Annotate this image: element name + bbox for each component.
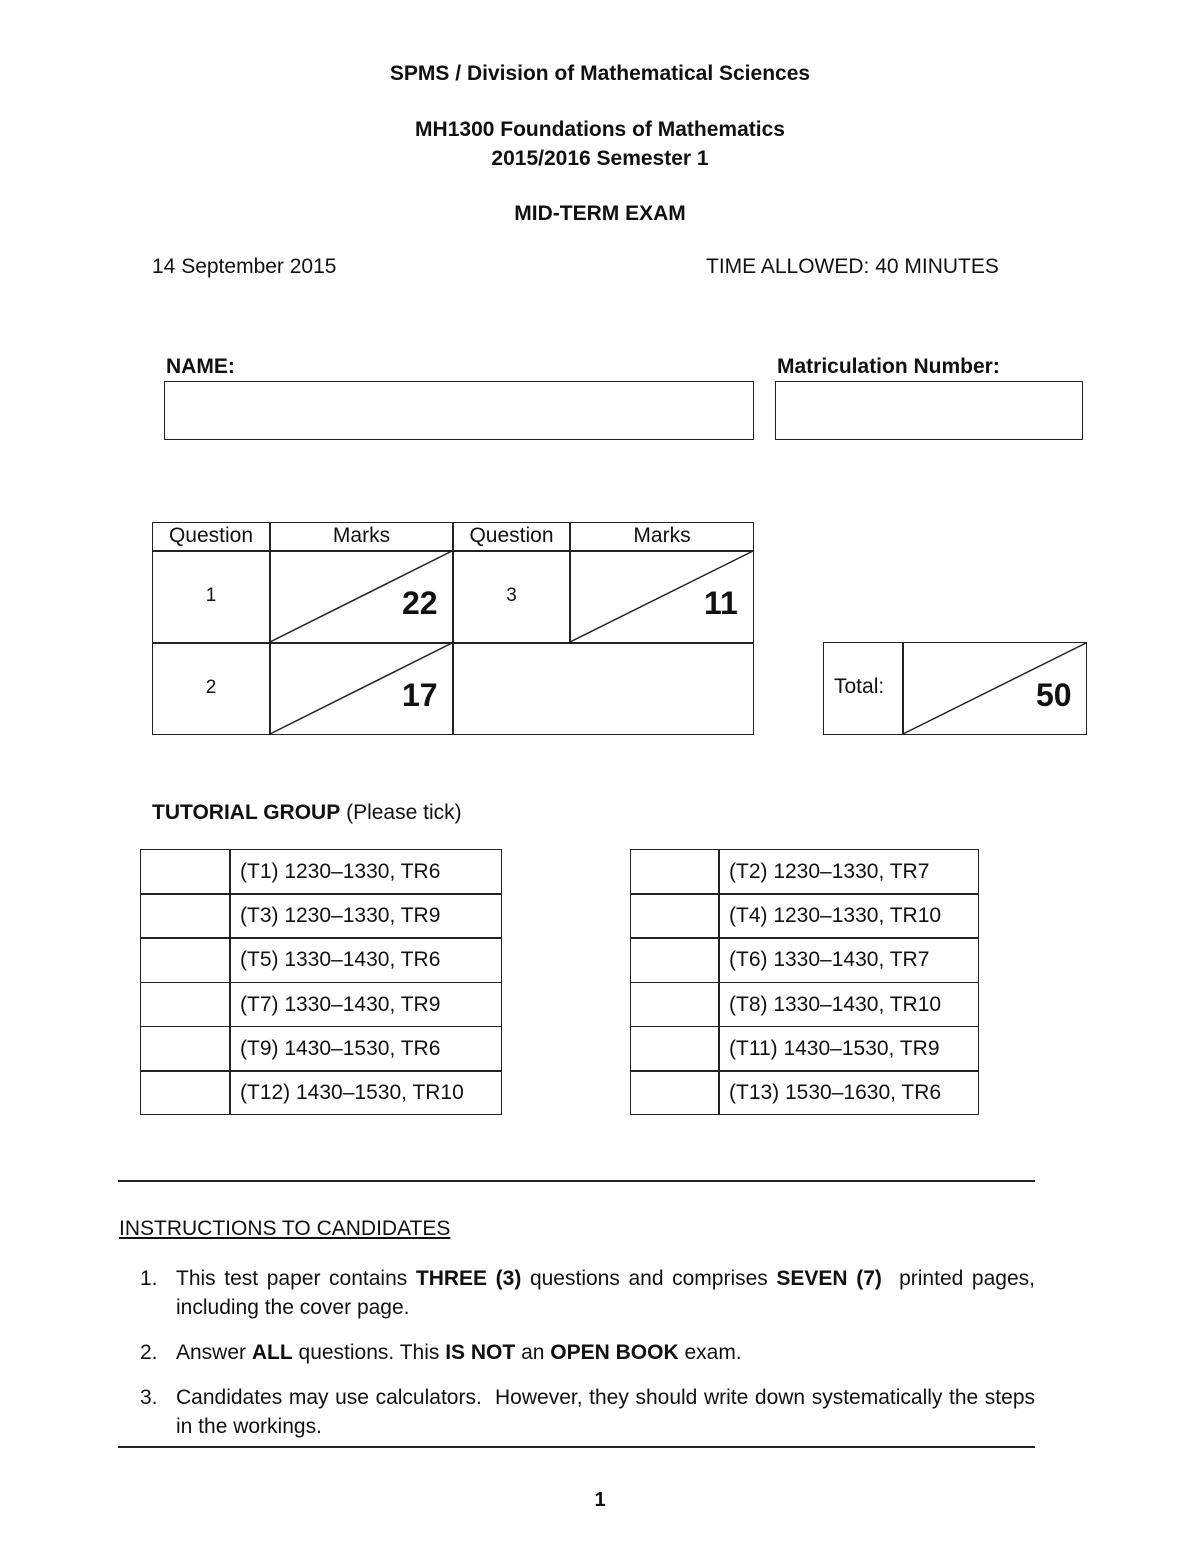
tutorial-tick-box[interactable]: [630, 849, 718, 893]
instruction-text: questions. This: [292, 1341, 446, 1364]
total-marks: 50: [1036, 677, 1072, 713]
total-label: Total:: [834, 675, 885, 698]
tutorial-tick-box[interactable]: [630, 1026, 718, 1070]
tutorial-group-label: (T1) 1230–1330, TR6: [240, 860, 441, 883]
tutorial-tick-box[interactable]: [630, 937, 718, 981]
tutorial-group-label: (T9) 1430–1530, TR6: [240, 1036, 441, 1060]
tutorial-tick-box[interactable]: [140, 1026, 229, 1070]
instructions-list: [140, 1264, 1041, 1457]
max-marks-q2: 17: [402, 677, 438, 713]
instruction-number: 1.: [140, 1267, 158, 1290]
question-number: 3: [506, 585, 517, 606]
tutorial-tick-box[interactable]: [630, 1070, 718, 1114]
instruction-text: an: [515, 1341, 551, 1364]
instruction-number: 3.: [140, 1386, 158, 1409]
col-marks-1: Marks: [332, 524, 391, 547]
col-question-1: Question: [168, 524, 254, 547]
tutorial-group-label: (T2) 1230–1330, TR7: [729, 860, 930, 883]
page-number: 1: [594, 1489, 606, 1511]
time-allowed: TIME ALLOWED: 40 MINUTES: [706, 255, 999, 278]
tutorial-group-label: (T8) 1330–1430, TR10: [729, 992, 942, 1016]
tutorial-heading-note: (Please tick): [346, 801, 462, 824]
instruction-text: THREE (3): [415, 1267, 522, 1290]
instruction-item: [140, 1383, 1041, 1441]
matric-label: Matriculation Number:: [777, 355, 1000, 378]
instruction-text: ALL: [251, 1341, 293, 1364]
question-number: 1: [205, 585, 217, 606]
tutorial-tick-box[interactable]: [140, 849, 229, 893]
tutorial-tick-box[interactable]: [140, 1070, 229, 1114]
tutorial-tick-box[interactable]: [630, 893, 718, 937]
tutorial-group-label: (T3) 1230–1330, TR9: [240, 904, 441, 928]
instruction-text: Candidates may use calculators. However, they should write down systematically the steps in the workings.: [176, 1386, 1041, 1438]
course-title: MH1300 Foundations of Mathematics: [415, 118, 785, 141]
instructions-title: INSTRUCTIONS TO CANDIDATES: [119, 1217, 451, 1240]
instruction-item: [140, 1338, 1035, 1367]
tutorial-heading: [152, 801, 462, 825]
tutorial-group-label: (T12) 1430–1530, TR10: [240, 1081, 464, 1104]
instruction-text: IS NOT: [445, 1341, 516, 1364]
col-marks-2: Marks: [633, 524, 691, 547]
instruction-text: questions and comprises: [521, 1267, 777, 1290]
instruction-item: [140, 1264, 1041, 1322]
tutorial-group-label: (T4) 1230–1330, TR10: [729, 904, 942, 928]
max-marks-q1: 22: [402, 585, 438, 621]
division-title: SPMS / Division of Mathematical Sciences: [389, 62, 811, 85]
max-marks-q3: 11: [704, 585, 738, 621]
tutorial-group-label: (T7) 1330–1430, TR9: [240, 992, 441, 1016]
instruction-text: OPEN BOOK: [550, 1341, 679, 1364]
semester-title: 2015/2016 Semester 1: [491, 147, 709, 170]
tutorial-tick-box[interactable]: [630, 982, 718, 1026]
name-label: NAME:: [166, 355, 235, 378]
instruction-text: This test paper contains: [176, 1267, 416, 1290]
divider-bottom: [118, 1446, 1035, 1448]
tutorial-tick-box[interactable]: [140, 893, 229, 937]
instruction-text: exam.: [678, 1341, 742, 1364]
exam-title: MID-TERM EXAM: [514, 202, 686, 225]
divider-top: [118, 1180, 1035, 1182]
instruction-text: Answer: [176, 1341, 252, 1364]
question-number: 2: [205, 677, 217, 698]
tutorial-group-label: (T5) 1330–1430, TR6: [240, 948, 441, 972]
instruction-text: SEVEN (7): [776, 1267, 882, 1290]
tutorial-tick-box[interactable]: [140, 982, 229, 1026]
instruction-number: 2.: [140, 1341, 158, 1364]
tutorial-tick-box[interactable]: [140, 937, 229, 981]
col-question-2: Question: [469, 524, 554, 547]
tutorial-group-label: (T13) 1530–1630, TR6: [729, 1081, 942, 1104]
exam-date: 14 September 2015: [152, 255, 337, 278]
tutorial-heading-bold: TUTORIAL GROUP: [152, 801, 341, 824]
tutorial-group-label: (T11) 1430–1530, TR9: [729, 1036, 940, 1060]
tutorial-group-label: (T6) 1330–1430, TR7: [729, 948, 930, 972]
instruction-text: printed pages, including the cover page.: [176, 1267, 1041, 1319]
